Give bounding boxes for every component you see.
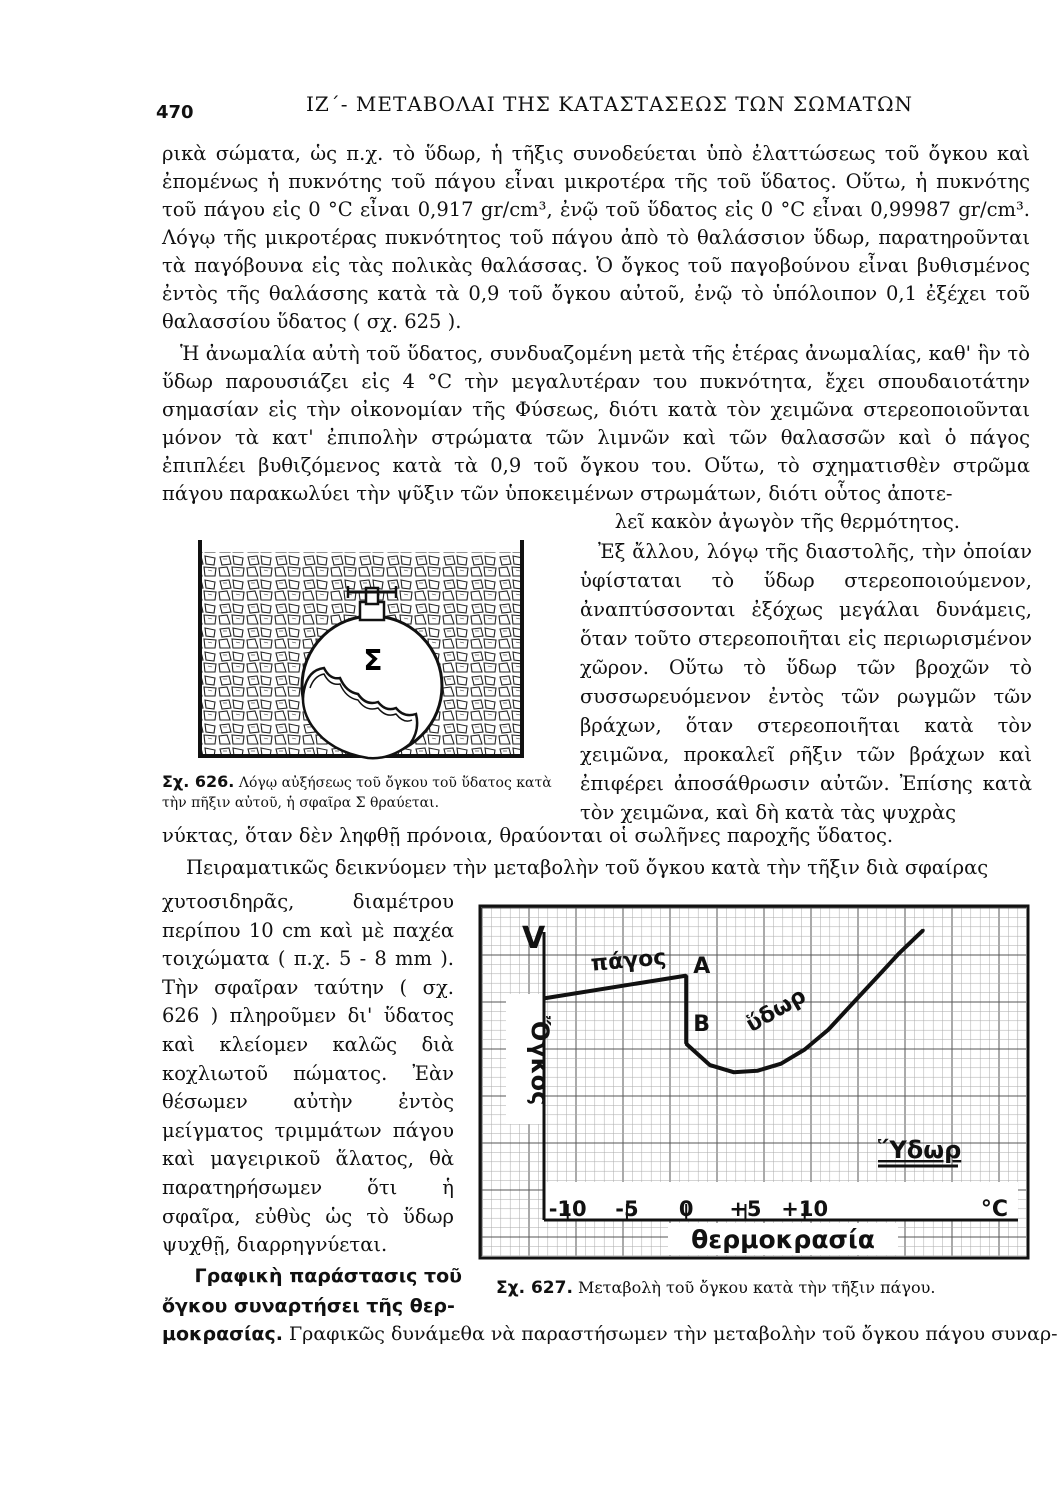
sphere-label: Σ xyxy=(363,644,383,677)
paragraph-anomaly-last-line: λεῖ κακὸν ἀγωγὸν τῆς θερμότητος. xyxy=(614,510,960,533)
section-text-start: Γραφικῶς δυνάμεθα νὰ παραστήσωμεν τὴν μεταβολὴν τοῦ ὄγκου πάγου συναρ- xyxy=(288,1323,1058,1345)
figure-626 xyxy=(190,530,535,768)
series-point xyxy=(543,997,546,1000)
figure-627-caption-text: Μεταβολὴ τοῦ ὄγκου κατὰ τὴν τῆξιν πάγου. xyxy=(578,1278,936,1297)
x-tick-label: +5 xyxy=(729,1197,762,1221)
page-number: 470 xyxy=(156,102,194,123)
paragraph-anomaly xyxy=(162,340,1030,536)
series-point xyxy=(780,1062,783,1065)
x-tick-label: -10 xyxy=(548,1197,587,1221)
series-label-ice: πάγος xyxy=(589,945,668,977)
figure-626-illustration xyxy=(190,530,535,768)
point-label-a: A xyxy=(693,953,711,979)
y-axis-symbol: V xyxy=(522,921,546,956)
paragraph-density: ρικὰ σώματα, ὡς π.χ. τὸ ὕδωρ, ἡ τῆξις συνοδεύεται ὑπὸ ἐλαττώσεως τοῦ ὄγκου καὶ ἐπομένως ἡ πυκνότης τοῦ πάγου εἶναι μικροτέρα τῆς τοῦ ὕδατος. Οὕτω, ἡ πυκνότης τοῦ πάγου εἰς 0 °C εἶναι 0,917 gr/cm³, ἐνῷ τοῦ ὕδατος εἰς 0 °C εἶναι 0,99987 gr/cm³. Λόγῳ τῆς μικροτέρας πυκνότητος τοῦ πάγου ἀπὸ τὸ θαλάσσιον ὕδωρ, παρατηροῦνται τὰ παγόβουνα εἰς τὰς πολικὰς θαλάσσας. Ὁ ὄγκος τοῦ παγοβούνου εἶναι βυθισμένος ἐντὸς τῆς θαλάσσης κατὰ τὰ 0,9 τοῦ ὄγκου αὐτοῦ, ἐνῷ τὸ ὑπόλοιπον 0,1 ἐξέχει τοῦ θαλασσίου ὕδατος ( σχ. 625 ). xyxy=(162,142,1030,333)
figure-626-caption-label: Σχ. 626. xyxy=(162,772,235,791)
section-first-line xyxy=(162,1320,1058,1348)
paragraph-experiment: χυτοσιδηρᾶς, διαμέτρου περίπου 10 cm καὶ μὲ παχέα τοιχώματα ( π.χ. 5 - 8 mm ). Τὴν σφαῖραν ταύτην ( σχ. 626 ) πληροῦμεν δι' ὕδατος καὶ κλείομεν καλῶς διὰ κοχλιωτοῦ πώματος. Ἐὰν θέσωμεν αὐτὴν ἐντὸς μείγματος τριμμάτων πάγου καὶ μαγειρικοῦ ἅλατος, θὰ παρατηρήσωμεν ὅτι ἡ σφαῖρα, εὐθὺς ὡς τὸ ὕδωρ ψυχθῇ, διαρρηγνύεται. xyxy=(162,890,454,1257)
series-line-ice xyxy=(544,976,686,999)
series-point xyxy=(851,1003,854,1006)
series-point xyxy=(756,1069,759,1072)
series-point xyxy=(732,1071,735,1074)
x-tick-label: 0 xyxy=(678,1197,694,1221)
paragraph-expansion-continuation: νύκτας, ὅταν δὲν ληφθῇ πρόνοια, θραύονται οἱ σωλῆνες παροχῆς ὕδατος. xyxy=(162,824,894,847)
point-label-b: B xyxy=(693,1012,711,1038)
series-label-water: ὕδωρ xyxy=(741,983,811,1038)
figure-626-caption xyxy=(162,772,567,813)
y-axis-label: Ὄγκος xyxy=(526,1016,554,1106)
x-tick-label: -5 xyxy=(615,1197,639,1221)
figure-627 xyxy=(478,904,1030,1260)
series-point xyxy=(922,929,925,932)
x-axis-label: θερμοκρασία xyxy=(691,1225,875,1254)
x-tick-label: +10 xyxy=(781,1197,829,1221)
paragraph-experiment-intro: Πειραματικῶς δεικνύομεν τὴν μεταβολὴν τοῦ ὄγκου κατὰ τὴν τῆξιν διὰ σφαίρας xyxy=(186,856,989,879)
series-point xyxy=(827,1028,830,1031)
series-point xyxy=(898,951,901,954)
page-header xyxy=(156,92,1046,132)
figure-627-caption-label: Σχ. 627. xyxy=(496,1278,573,1298)
paragraph-anomaly-main: Ἡ ἀνωμαλία αὐτὴ τοῦ ὕδατος, συνδυαζομένη μετὰ τῆς ἑτέρας ἀνωμαλίας, καθ' ἣν τὸ ὕδωρ παρουσιάζει εἰς 4 °C τὴν μεγαλυτέραν του πυκνότητα, ἔχει σπουδαιοτάτην σημασίαν εἰς τὴν οἰκονομίαν τῆς Φύσεως, διότι κατὰ τὸν χειμῶνα στερεοποιοῦνται μόνον τὰ κατ' ἐπιπολὴν στρώματα τῶν λιμνῶν καὶ τῶν θαλασσῶν καὶ ὁ πάγος ἐπιπλέει βυθιζόμενος κατὰ τὰ 0,9 τοῦ ὄγκου του. Οὕτω, τὸ σχηματισθὲν στρῶμα πάγου παρακωλύει τὴν ψῦξιν τῶν ὑποκειμένων στρωμάτων, διότι οὗτος ἀποτε- xyxy=(162,342,1030,505)
section-heading-line3: μοκρασίας. xyxy=(162,1323,283,1345)
section-heading-line1: Γραφικὴ παράστασις τοῦ xyxy=(194,1265,462,1287)
x-unit-label: °C xyxy=(980,1197,1008,1222)
chart-axes xyxy=(544,932,1018,1220)
series-point xyxy=(874,977,877,980)
figure-626-caption-text: Λόγῳ αὐξήσεως τοῦ ὄγκου τοῦ ὕδατος κατὰ τὴν πῆξιν αὐτοῦ, ἡ σφαῖρα Σ θραύεται. xyxy=(162,775,552,811)
figure-627-caption xyxy=(496,1278,1036,1298)
paragraph-expansion-forces: Ἐξ ἄλλου, λόγῳ τῆς διαστολῆς, τὴν ὁποίαν ὑφίσταται τὸ ὕδωρ στερεοποιούμενον, ἀναπτύσσονται ἐξόχως μεγάλαι δυνάμεις, ὅταν τοῦτο στερεοποιῆται εἰς περιωρισμένον χῶρον. Οὕτω τὸ ὕδωρ τῶν βροχῶν τὸ συσσωρευόμενον ἐντὸς τῶν ρωγμῶν τῶν βράχων, ὅταν στερεοποιῆται κατὰ τὸν χειμῶνα, προκαλεῖ ρῆξιν τῶν βράχων καὶ ἐπιφέρει ἀποσάθρωσιν αὐτῶν. Ἐπίσης κατὰ τὸν χειμῶνα, καὶ δὴ κατὰ τὰς ψυχρὰς xyxy=(580,540,1032,824)
series-point xyxy=(708,1064,711,1067)
figure-627-chart xyxy=(478,904,1030,1260)
legend-label-water: Ὕδωρ xyxy=(878,1136,962,1164)
series-point xyxy=(803,1048,806,1051)
running-title: ΙΖ΄- ΜΕΤΑΒΟΛΑΙ ΤΗΣ ΚΑΤΑΣΤΑΣΕΩΣ ΤΩΝ ΣΩΜΑΤΩΝ xyxy=(306,92,914,116)
section-heading-line2: ὄγκου συναρτήσει τῆς θερ- xyxy=(162,1295,455,1317)
